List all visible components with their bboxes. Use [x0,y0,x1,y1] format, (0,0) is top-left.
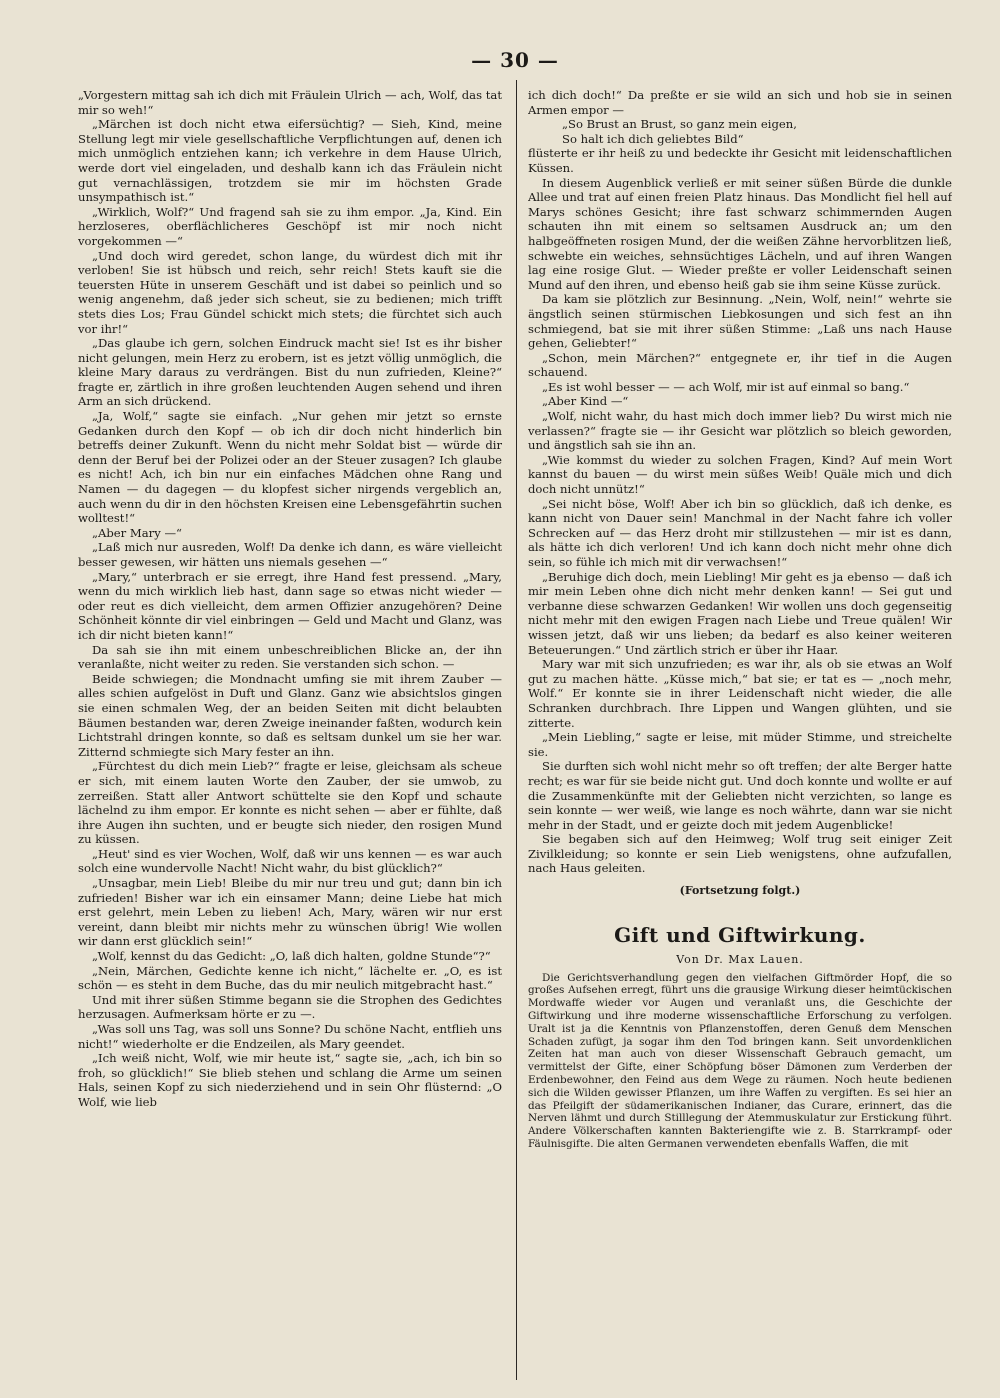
story-paragraph: Und mit ihrer süßen Stimme begann sie die Strophen des Gedichtes herzusagen. Aufmerksam hörte er zu —. [78,992,502,1022]
story-paragraph: „Und doch wird geredet, schon lange, du würdest dich mit ihr verloben! Sie ist hübsch und reich, sehr reich! Stets kauft sie die teuersten Hüte in unserem Geschäft und ist dabei so peinlich und so wenig angenehm, daß jeder sich scheut, sie zu bedienen; mich trifft stets dies Los; Frau Gündel schickt mich stets; die fürchtet sich auch vor ihr!“ [78,248,502,336]
story-paragraph: Da sah sie ihn mit einem unbeschreiblichen Blicke an, der ihn veranlaßte, nicht weiter zu reden. Sie verstanden sich schon. — [78,642,502,672]
story-paragraph: Beide schwiegen; die Mondnacht umfing sie mit ihrem Zauber — alles schien aufgelöst in Duft und Glanz. Ganz wie absichtslos gingen sie einen schmalen Weg, der an beiden Seiten mit dicht belaubten Bäumen bestanden war, deren Zweige ineinander faßten, wodurch kein Lichtstrahl dringen konnte, so daß es seltsam dunkel um sie her war. Zitternd schmiegte sich Mary fester an ihn. [78,671,502,759]
column-divider [516,80,517,1380]
right-column [528,88,952,1388]
article-paragraph: Die Gerichtsverhandlung gegen den vielfachen Giftmörder Hopf, die so großes Aufsehen erregt, führt uns die grausige Wirkung dieser heimtückischen Mordwaffe wieder vor Augen und veranlaßt uns, die Geschichte der Giftwirkung und ihre moderne wissenschaftliche Erforschung zu verfolgen. Uralt ist ja die Kenntnis von Pflanzenstoffen, deren Genuß dem Menschen Schaden zufügt, ja sogar ihm den Tod bringen kann. Seit unvordenklichen Zeiten hat man auch von dieser Wissenschaft Gebrauch gemacht, um vermittelst der Gifte, einer Schöpfung böser Dämonen zum Verderben der Erdenbewohner, den Feind aus dem Wege zu räumen. Noch heute bedienen sich die Wilden gewisser Pflanzen, um ihre Waffen zu vergiften. Es sei hier an das Pfeilgift der südamerikanischen Indianer, das Curare, erinnert, das die Nerven lähmt und durch Stilllegung der Atemmuskulatur zur Erstickung führt. Andere Völkerschaften kannten Bakteriengifte wie z. B. Starrkrampf- oder Fäulnisgifte. Die alten Germanen verwendeten ebenfalls Waffen, die mit [528,971,952,1151]
story-paragraph: „Wie kommst du wieder zu solchen Fragen, Kind? Auf mein Wort kannst du bauen — du wirst mein süßes Weib! Quäle mich und dich doch nicht unnütz!“ [528,452,952,497]
story-paragraph: „Schon, mein Märchen?“ entgegnete er, ihr tief in die Augen schauend. [528,350,952,380]
story-paragraph: „Ich weiß nicht, Wolf, wie mir heute ist,“ sagte sie, „ach, ich bin so froh, so glücklich!“ Sie blieb stehen und schlang die Arme um seinen Hals, seinen Kopf zu sich niederziehend und in sein Ohr flüsternd: „O Wolf, wie lieb [78,1051,502,1109]
story-paragraph: Da kam sie plötzlich zur Besinnung. „Nein, Wolf, nein!“ wehrte sie ängstlich seinen stürmischen Liebkosungen und sich fest an ihn schmiegend, bat sie mit ihrer süßen Stimme: „Laß uns nach Hause gehen, Geliebter!“ [528,292,952,351]
story-paragraph: „Was soll uns Tag, was soll uns Sonne? Du schöne Nacht, entflieh uns nicht!“ wiederholte er die Endzeilen, als Mary geendet. [78,1022,502,1051]
story-paragraph: „Heut' sind es vier Wochen, Wolf, daß wir uns kennen — es war auch solch eine wundervolle Nacht! Nicht wahr, du bist glücklich?“ [78,846,502,876]
story-paragraph: „Ja, Wolf,“ sagte sie einfach. „Nur gehen mir jetzt so ernste Gedanken durch den Kopf — ob ich dir doch nicht hinderlich bin betreffs deiner Zukunft. Wenn du nicht mehr Soldat bist — würde dir denn der Beruf bei der Polizei oder an der Steuer zusagen? Ich glaube es nicht! Ach, ich bin nur ein einfaches Mädchen ohne Rang und Namen — du dagegen — du klopfest sicher nirgends vergeblich an, auch wenn du dir in den höchsten Kreisen eine Lebensgefährtin suchen wolltest!“ [78,409,502,526]
story-paragraph: „Sei nicht böse, Wolf! Aber ich bin so glücklich, daß ich denke, es kann nicht von Dauer sein! Manchmal in der Nacht fahre ich voller Schrecken auf — das Herz droht mir stillzustehen — mir ist es dann, als hätte ich dich verloren! Und ich kann doch nicht mehr ohne dich sein, so fühle ich mich mit dir verwachsen!“ [528,496,952,569]
story-paragraph: „Mein Liebling,“ sagte er leise, mit müder Stimme, und streichelte sie. [528,730,952,759]
story-paragraph: Sie durften sich wohl nicht mehr so oft treffen; der alte Berger hatte recht; es war für sie beide nicht gut. Und doch konnte und wollte er auf die Zusammenkünfte mit der Geliebten nicht verzichten, so lange es sein konnte — wer weiß, wie lange es noch währte, dann war sie nicht mehr in der Stadt, und er geizte doch mit jedem Augenblicke! [528,759,952,832]
continuation-note: (Fortsetzung folgt.) [679,884,801,898]
story-paragraph: „Wolf, kennst du das Gedicht: „O, laß dich halten, goldne Stunde“?“ [92,949,491,964]
story-paragraph: ich dich doch!“ Da preßte er sie wild an sich und hob sie in seinen Armen empor — [528,88,952,117]
story-paragraph: Sie begaben sich auf den Heimweg; Wolf trug seit einiger Zeit Zivilkleidung; so konnte er sein Lieb wenigstens, ohne aufzufallen, nach Haus geleiten. [528,832,952,876]
story-paragraph: „Mary,“ unterbrach er sie erregt, ihre Hand fest pressend. „Mary, wenn du mich wirklich lieb hast, dann sage so etwas nicht wieder — oder reut es dich vielleicht, dem armen Offizier anzugehören? Deine Schönheit könnte dir viel einbringen — Geld und Macht und Glanz, was ich dir nicht bieten kann!“ [78,569,502,642]
story-paragraph: „Vorgestern mittag sah ich dich mit Fräulein Ulrich — ach, Wolf, das tat mir so weh!“ [78,88,502,117]
story-paragraph: Mary war mit sich unzufrieden; es war ihr, als ob sie etwas an Wolf gut zu machen hätte. „Küsse mich,“ bat sie; er tat es — „noch mehr, Wolf.“ Er konnte sie in ihrer Leidenschaft nicht wieder, die alle Schranken durchbrach. Ihre Lippen und Wangen glühten, und sie zitterte. [528,657,952,730]
story-paragraph: „Wolf, nicht wahr, du hast mich doch immer lieb? Du wirst mich nie verlassen?“ fragte sie — ihr Gesicht war plötzlich so bleich geworden, und ängstlich sah sie ihn an. [528,409,952,453]
left-column [78,88,502,1388]
poem-quote [528,117,952,146]
story-paragraph: „Märchen ist doch nicht etwa eifersüchtig? — Sieh, Kind, meine Stellung legt mir viele gesellschaftliche Verpflichtungen auf, denen ich mich unmöglich entziehen kann; ich verkehre in dem Hause Ulrich, werde dort viel eingeladen, und deshalb kann ich das Fräulein nicht gut vernachlässigen, trotzdem sie mir im höchsten Grade unsympathisch ist.“ [78,117,502,205]
story-paragraph: „Beruhige dich doch, mein Liebling! Mir geht es ja ebenso — daß ich mir mein Leben ohne dich nicht mehr denken kann! — Sei gut und verbanne diese schwarzen Gedanken! Wir wollen uns doch gegenseitig nicht mehr mit den ewigen Fragen nach Liebe und Treue quälen! Wir wissen jetzt, daß wir uns lieben; da bedarf es also keiner weiteren Beteuerungen.“ Und zärtlich strich er über ihr Haar. [528,569,952,657]
poem-line: So halt ich dich geliebtes Bild“ [562,131,744,146]
story-paragraph: „Es ist wohl besser — — ach Wolf, mir ist auf einmal so bang.“ [542,379,910,394]
story-paragraph: „Aber Mary —“ [92,525,182,540]
story-paragraph: „Wirklich, Wolf?“ Und fragend sah sie zu ihm empor. „Ja, Kind. Ein herzloseres, oberflächlicheres Geschöpf ist mir noch nicht vorgekommen —“ [78,204,502,248]
article-author: Von Dr. Max Lauen. [676,952,804,966]
story-paragraph: In diesem Augenblick verließ er mit seiner süßen Bürde die dunkle Allee und trat auf einen freien Platz hinaus. Das Mondlicht fiel hell auf Marys schönes Gesicht; ihre fast schwarz schimmernden Augen schauten ihn mit einem so seltsamen Ausdruck an; um den halbgeöffneten rosigen Mund, der die weißen Zähne hervorblitzen ließ, schwebte ein weiches, sehnsüchtiges Lächeln, und auf ihren Wangen lag eine rosige Glut. — Wieder preßte er voller Leidenschaft seinen Mund auf den ihren, und ebenso heiß gab sie ihm seine Küsse zurück. [528,175,952,292]
article-body [528,972,952,1151]
story-paragraph: „Unsagbar, mein Lieb! Bleibe du mir nur treu und gut; dann bin ich zufrieden! Bisher war ich ein einsamer Mann; deine Liebe hat mich erst gelehrt, mein Leben zu lieben! Ach, Mary, wären wir nur erst vereint, dann bleibt mir nichts mehr zu wünschen übrig! Wie wollen wir dann erst glücklich sein!“ [78,876,502,949]
story-paragraph: „Laß mich nur ausreden, Wolf! Da denke ich dann, es wäre vielleicht besser gewesen, wir hätten uns niemals gesehen —“ [78,540,502,569]
story-paragraph: flüsterte er ihr heiß zu und bedeckte ihr Gesicht mit leidenschaftlichen Küssen. [528,146,952,175]
article-title: Gift und Giftwirkung. [614,922,866,947]
page-number: — 30 — [471,48,559,72]
poem-line: „So Brust an Brust, so ganz mein eigen, [562,117,797,132]
story-paragraph: „Aber Kind —“ [542,394,629,409]
story-paragraph: „Fürchtest du dich mein Lieb?“ fragte er leise, gleichsam als scheue er sich, mit einem lauten Worte den Zauber, der sie umwob, zu zerreißen. Statt aller Antwort schüttelte sie den Kopf und schaute lächelnd zu ihm empor. Er konnte es nicht sehen — aber er fühlte, daß ihre Augen ihn suchten, und er beugte sich nieder, den rosigen Mund zu küssen. [78,759,502,847]
story-paragraph: „Das glaube ich gern, solchen Eindruck macht sie! Ist es ihr bisher nicht gelungen, mein Herz zu erobern, ist es jetzt völlig unmöglich, die kleine Mary daraus zu verdrängen. Bist du nun zufrieden, Kleine?“ fragte er, zärtlich in ihre großen leuchtenden Augen sehend und ihren Arm an sich drückend. [78,336,502,409]
story-paragraph: „Nein, Märchen, Gedichte kenne ich nicht,“ lächelte er. „O, es ist schön — es steht in dem Buche, das du mir neulich mitgebracht hast.“ [78,963,502,993]
